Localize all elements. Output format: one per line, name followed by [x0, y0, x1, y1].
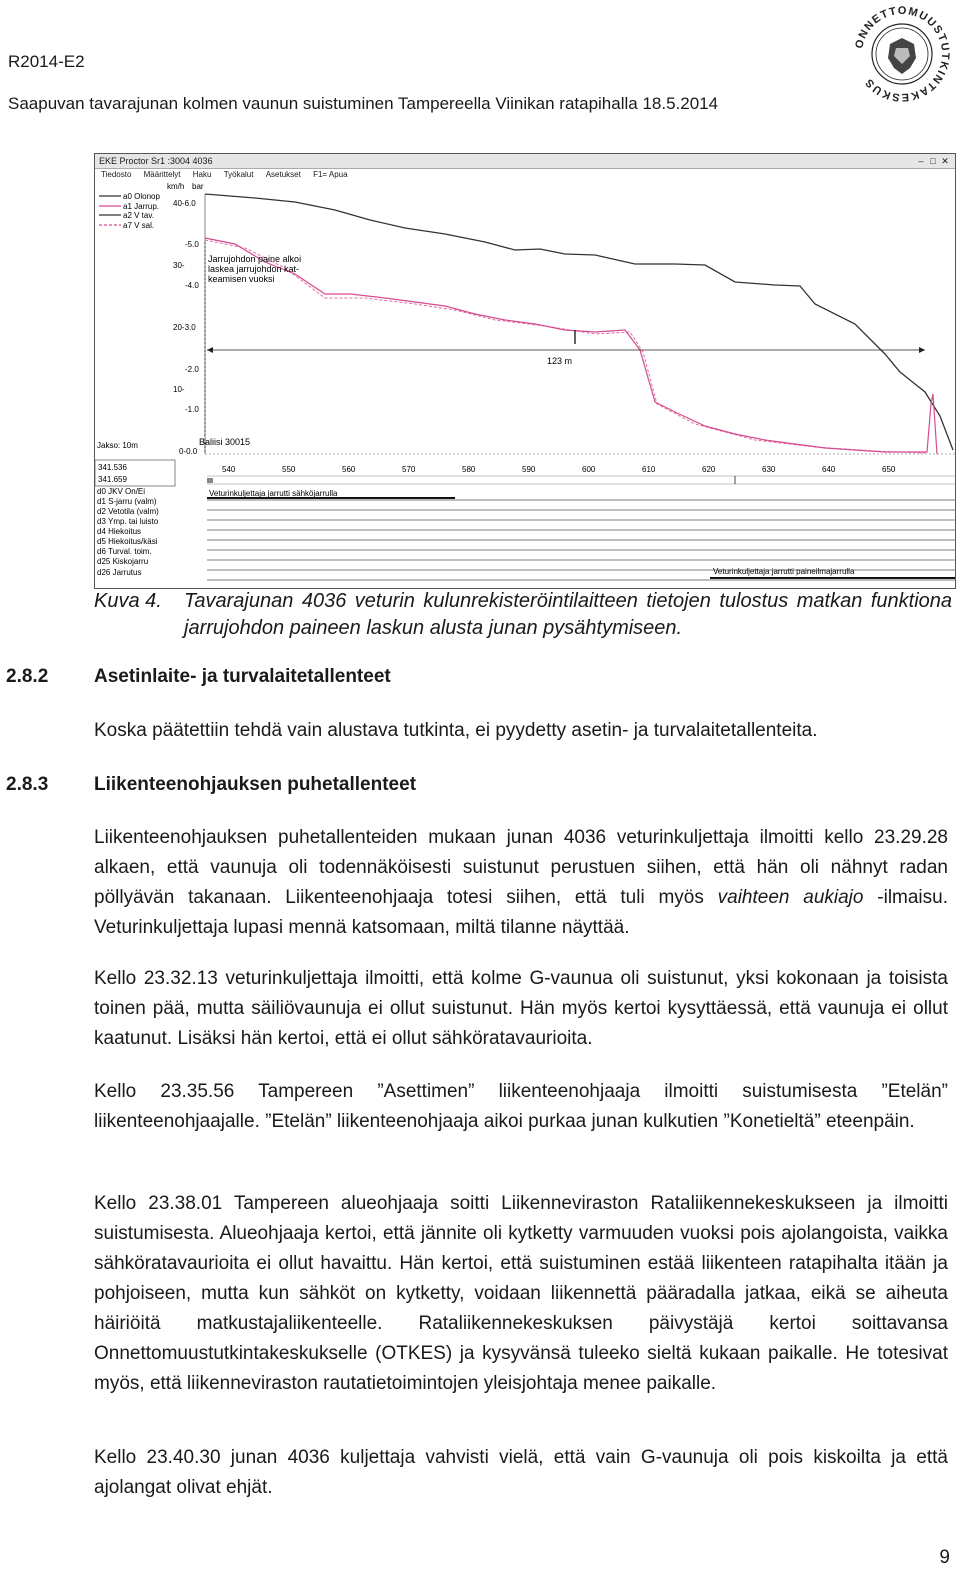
report-code: R2014-E2 [8, 52, 85, 71]
window-title: EKE Proctor Sr1 :3004 4036 [99, 156, 213, 166]
channel-d4: d4 Hiekoitus [97, 527, 142, 536]
section-number-282: 2.8.2 [6, 666, 49, 687]
xtick-590: 590 [522, 465, 536, 474]
report-title: Saapuvan tavarajunan kolmen vaunun suistuminen Tampereella Viinikan ratapihalla 18.5.2014 [8, 94, 719, 113]
channel-d6: d6 Turval. toim. [97, 547, 152, 556]
section-number-283: 2.8.3 [6, 774, 49, 795]
ytick-30: 30- [173, 261, 185, 270]
xtick-610: 610 [642, 465, 656, 474]
unit-bar: bar [192, 182, 204, 191]
channel-d5: d5 Hiekoitus/käsi [97, 537, 158, 546]
section-title-283: Liikenteenohjauksen puhetallenteet [94, 774, 417, 795]
annotation-line-2: laskea jarrujohdon kat- [208, 264, 300, 274]
recorder-plot [95, 154, 955, 588]
paragraph-part: -ilmaisu. Veturinkuljettaja lupasi mennä katsomaan, miltä tilanne näyttää. [94, 887, 949, 938]
paragraph: Kello 23.40.30 junan 4036 kuljettaja vahvisti vielä, että vain G-vaunuja oli pois kiskoilta ja että ajolangat olivat ehjät. [94, 1447, 948, 1498]
caption-text: Tavarajunan 4036 veturin kulunrekisteröintilaitteen tietojen tulostus matkan funktiona jarrujohdon paineen laskun alusta junan pysähtymiseen. [184, 590, 952, 639]
channel-d1: d1 S-jarru (valm) [97, 497, 157, 506]
section-title-282: Asetinlaite- ja turvalaitetallenteet [94, 666, 391, 687]
page-number: 9 [939, 1547, 950, 1568]
menu-tyokalut[interactable]: Työkalut [223, 170, 254, 179]
xtick-570: 570 [402, 465, 416, 474]
legend-a1: a1 Jarrup. [123, 202, 160, 211]
menu-haku[interactable]: Haku [192, 170, 212, 179]
speed-curve [205, 194, 953, 450]
xtick-540: 540 [222, 465, 236, 474]
section-283-paragraph-4 [94, 1189, 948, 1399]
menu-asetukset[interactable]: Asetukset [265, 170, 301, 179]
brake-pressure-curve [205, 238, 937, 454]
svg-text:ONNETTOMUUSTUTKINTAKESKUS: ONNETTOMUUSTUTKINTAKESKUS [853, 4, 952, 104]
ytick-1: -1.0 [185, 405, 199, 414]
xtick-600: 600 [582, 465, 596, 474]
value-1: 341.536 [98, 463, 127, 472]
ytick-5: -5.0 [185, 240, 199, 249]
event-air-brake: Veturinkuljettaja jarrutti paineilmajarrulla [713, 567, 855, 576]
paragraph: Kello 23.32.13 veturinkuljettaja ilmoitti, että kolme G-vaunua oli suistunut, yksi kokonaan ja toisista toinen pää, mutta säiliövaunuja ei ollut suistunut. Hän myös kertoi kysyttäessä, että vaunuja ei ollut kaatunut. Lisäksi hän kertoi, että ei ollut sähköratavaurioita. [94, 968, 948, 1049]
xtick-550: 550 [282, 465, 296, 474]
section-283-paragraph-1 [94, 823, 948, 943]
jakso-label: Jakso: 10m [97, 441, 138, 450]
paragraph: Kello 23.35.56 Tampereen ”Asettimen” liikenteenohjaaja ilmoitti suistumisesta ”Etelän” liikenteenohjaajalle. ”Etelän” liikenteenohjaaja aikoi purkaa junan kulkutien ”Konetieltä” eteenpäin. [94, 1081, 948, 1132]
section-283-paragraph-3 [94, 1077, 948, 1137]
ytick-0: 0-0.0 [179, 447, 198, 456]
xtick-630: 630 [762, 465, 776, 474]
ytick-10: 10- [173, 385, 185, 394]
xtick-560: 560 [342, 465, 356, 474]
paragraph: Kello 23.38.01 Tampereen alueohjaaja soitti Liikenneviraston Rataliikennekeskukseen ja ilmoitti suistumisesta. Alueohjaaja kertoi, että jännite oli kytketty varmuuden vuoksi pois ajolangoista, vaikka sähköratavaurioita ei ollut havaittu. Hän kertoi, että suistuminen estää liikenteen ratapihalta itään ja pohjoiseen, mutta kun sähköt on kytketty, voidaan liikennettä pääradalla jatkaa, eikä se aiheuta häiriöitä matkustajaliikenteelle. Rataliikennekeskuksen päivystäjä kertoi soittavansa Onnettomuustutkintakeskukselle (OTKES) ja kysyvänsä tuleeko sieltä kukaan paikalle. He totesivat myös, että liikenneviraston rautatietoimintojen yleisjohtaja menee paikalle. [94, 1193, 948, 1394]
legend-a7: a7 V sal. [123, 221, 155, 230]
recorder-screenshot [94, 153, 956, 589]
section-283-paragraph-5 [94, 1443, 948, 1503]
section-282-text [94, 716, 948, 746]
italic-term: vaihteen aukiajo [717, 887, 864, 908]
menu-maarittelyt[interactable]: Määrittelyt [143, 170, 181, 179]
section-283-paragraph-2 [94, 964, 948, 1054]
baliisi-label: Baliisi 30015 [199, 437, 251, 447]
channel-d26: d26 Jarrutus [97, 568, 142, 577]
ytick-2: -2.0 [185, 365, 199, 374]
close-icon[interactable]: ✕ [941, 156, 949, 166]
paragraph-part: Liikenteenohjauksen puhetallenteiden mukaan junan 4036 veturinkuljettaja ilmoitti kello 23.29.28 alkaen, että vaunuja oli todennäköisesti suistunut perustuen siihen, että hän oli nähnyt radan pöllyävän takanaan. Liikenteenohjaaja totesi siihen, että tuli myös [94, 827, 948, 908]
maximize-icon[interactable]: □ [930, 156, 936, 166]
minimize-icon[interactable]: – [918, 156, 924, 166]
channel-d0: d0 JKV On/Ei [97, 487, 146, 496]
paragraph: Koska päätettiin tehdä vain alustava tutkinta, ei pyydetty asetin- ja turvalaitetallenteita. [94, 720, 818, 741]
event-electric-brake: Veturinkuljettaja jarrutti sähköjarrulla [209, 489, 338, 498]
channel-d2: d2 Vetotila (valm) [97, 507, 159, 516]
xtick-650: 650 [882, 465, 896, 474]
ytick-40: 40-6.0 [173, 199, 196, 208]
channel-d25: d25 Kiskojarru [97, 557, 149, 566]
xtick-620: 620 [702, 465, 716, 474]
caption-number: Kuva 4. [94, 590, 162, 612]
legend-a2: a2 V tav. [123, 211, 154, 220]
speed-curve-2 [205, 240, 925, 453]
distance-label: 123 m [547, 356, 573, 366]
ytick-20: 20-3.0 [173, 323, 196, 332]
channel-d3: d3 Ymp. tai luisto [97, 517, 159, 526]
xtick-640: 640 [822, 465, 836, 474]
paragraph [94, 823, 948, 943]
unit-kmh: km/h [167, 182, 185, 191]
ytick-4: -4.0 [185, 281, 199, 290]
annotation-line-3: keamisen vuoksi [208, 274, 275, 284]
otkes-logo [850, 2, 954, 106]
legend-a0: a0 Olonop [123, 192, 160, 201]
annotation-line-1: Jarrujohdon paine alkoi [208, 254, 302, 264]
menu-help[interactable]: F1= Apua [313, 170, 348, 179]
menu-tiedosto[interactable]: Tiedosto [101, 170, 132, 179]
value-2: 341.659 [98, 475, 127, 484]
xtick-580: 580 [462, 465, 476, 474]
